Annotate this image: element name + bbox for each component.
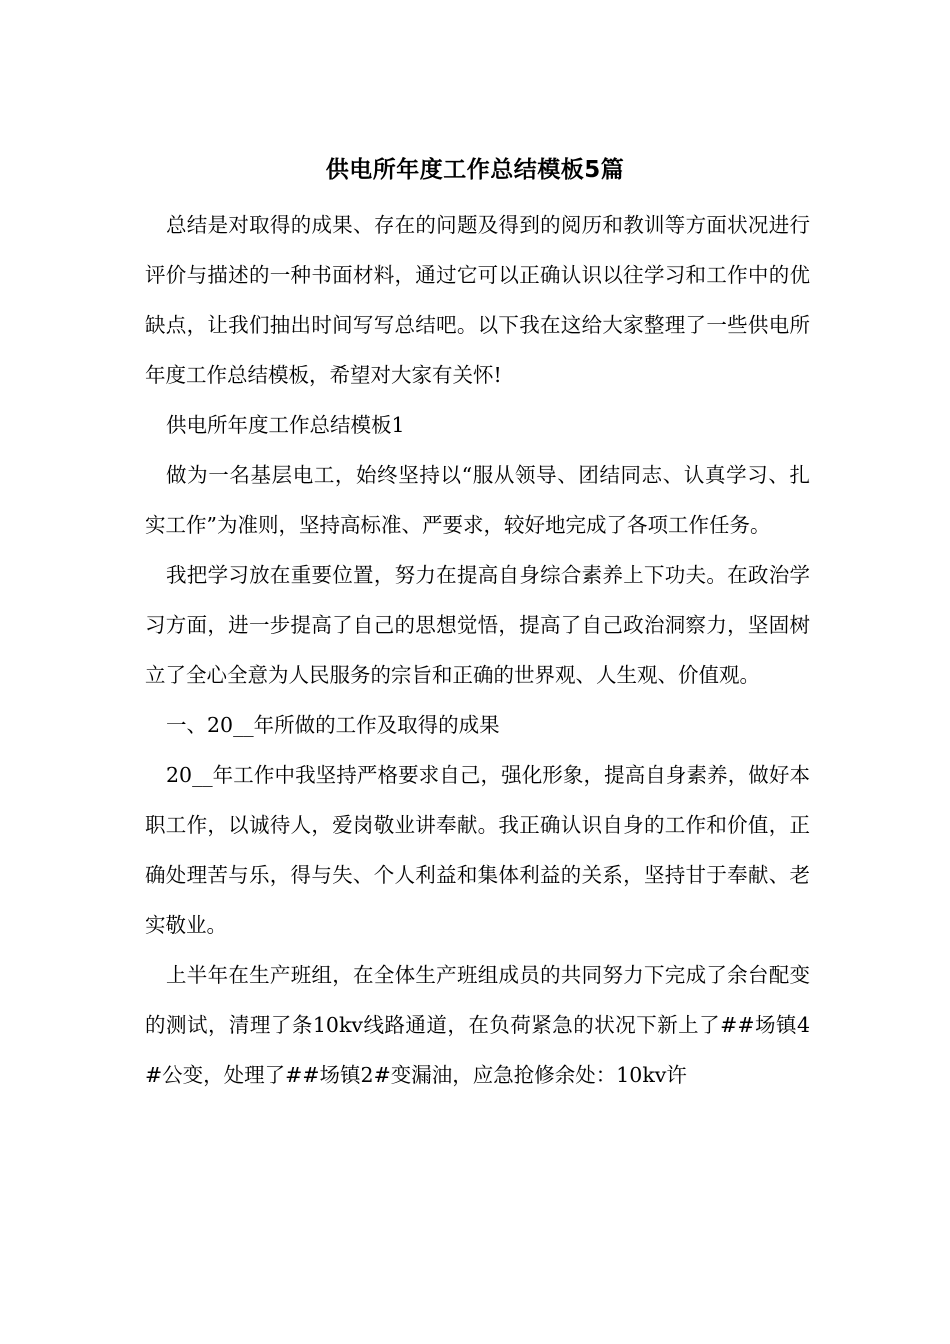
section-heading-work-results: 一、20__年所做的工作及取得的成果 [166, 713, 500, 737]
intro-paragraph: 总结是对取得的成果、存在的问题及得到的阅历和教训等方面状况进行评价与描述的一种书面材料，通过它可以正确认识以往学习和工作中的优缺点，让我们抽出时间写写总结吧。以下我在这给大家整理了一些供电所年度工作总结模板，希望对大家有关怀! [145, 213, 810, 387]
body-paragraph: 20__年工作中我坚持严格要求自己，强化形象，提高自身素养，做好本职工作，以诚待人，爱岗敬业讲奉献。我正确认识自身的工作和价值，正确处理苦与乐，得与失、个人利益和集体利益的关系，坚持甘于奉献、老实敬业。 [145, 763, 810, 937]
body-paragraph: 上半年在生产班组，在全体生产班组成员的共同努力下完成了余台配变的测试，清理了条10kv线路通道，在负荷紧急的状况下新上了##场镇4#公变，处理了##场镇2#变漏油，应急抢修余处：10kv许 [145, 963, 810, 1087]
section-heading-template-1: 供电所年度工作总结模板1 [166, 413, 405, 437]
body-paragraph: 做为一名基层电工，始终坚持以“服从领导、团结同志、认真学习、扎实工作”为准则，坚持高标准、严要求，较好地完成了各项工作任务。 [145, 463, 810, 537]
body-paragraph: 我把学习放在重要位置，努力在提高自身综合素养上下功夫。在政治学习方面，进一步提高了自己的思想觉悟，提高了自己政治洞察力，坚固树立了全心全意为人民服务的宗旨和正确的世界观、人生观、价值观。 [145, 563, 810, 687]
document-title: 供电所年度工作总结模板5篇 [325, 157, 625, 183]
document-body [145, 200, 810, 1100]
